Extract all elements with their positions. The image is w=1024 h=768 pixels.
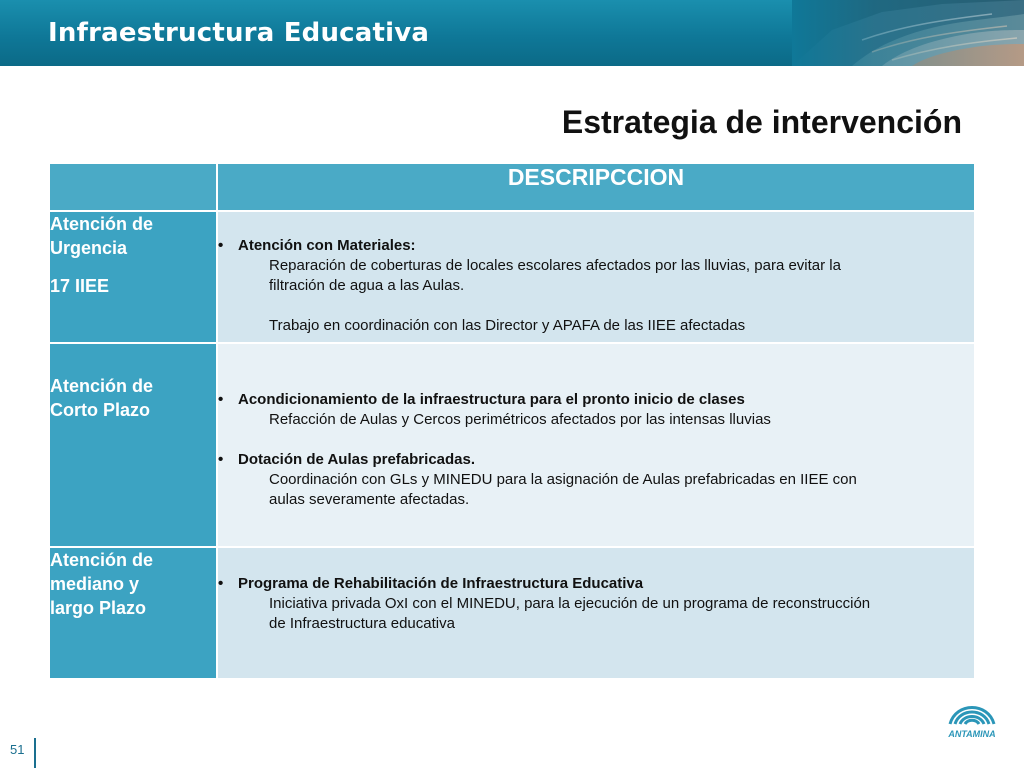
table-header-description: DESCRIPCCION <box>217 163 975 211</box>
bullet-item <box>218 450 974 470</box>
table-header-empty-cell <box>49 163 217 211</box>
row-description-cell <box>217 211 975 343</box>
bullet-item <box>218 236 974 256</box>
row-label-cell <box>49 211 217 343</box>
bullet-icon: • <box>218 237 224 254</box>
bullet-detail: Coordinación con GLs y MINEDU para la asignación de Aulas prefabricadas en IIEE con <box>269 471 857 488</box>
mine-photo-icon <box>792 0 1024 66</box>
row-label-line: Atención de <box>50 214 154 234</box>
bullet-item <box>218 574 974 594</box>
table-row-urgencia <box>49 211 975 343</box>
row-description-cell <box>217 343 975 547</box>
bullet-icon: • <box>218 391 224 408</box>
row-label-line: Atención de <box>50 550 154 570</box>
bullet-title: Dotación de Aulas prefabricadas. <box>238 451 476 468</box>
row-label-cell <box>49 547 217 679</box>
row-label-line: 17 IIEE <box>50 276 110 296</box>
bullet-detail: Reparación de coberturas de locales escolares afectados por las lluvias, para evitar la <box>269 257 841 274</box>
bullet-detail: Refacción de Aulas y Cercos perimétricos afectados por las intensas lluvias <box>269 411 771 428</box>
bullet-detail: filtración de agua a las Aulas. <box>269 277 465 294</box>
header-title: Infraestructura Educativa <box>48 18 430 48</box>
table-header-row <box>49 163 975 211</box>
bullet-detail: Iniciativa privada OxI con el MINEDU, para la ejecución de un programa de reconstrucción <box>269 595 871 612</box>
row-label-line: mediano y <box>50 574 140 594</box>
table-row-corto-plazo <box>49 343 975 547</box>
page-number: 51 <box>10 742 25 757</box>
strategy-table <box>48 162 976 680</box>
bullet-icon: • <box>218 575 224 592</box>
bullet-icon: • <box>218 451 224 468</box>
bullet-title: Atención con Materiales: <box>238 237 416 254</box>
page-divider <box>34 738 36 768</box>
logo-text: ANTAMINA <box>948 729 996 739</box>
bullet-title: Acondicionamiento de la infraestructura para el pronto inicio de clases <box>238 391 745 408</box>
row-description-cell <box>217 547 975 679</box>
row-label-line: Urgencia <box>50 238 128 258</box>
bullet-detail: Trabajo en coordinación con las Director y APAFA de las IIEE afectadas <box>269 317 746 334</box>
header-band <box>0 0 1024 66</box>
bullet-detail: aulas severamente afectadas. <box>269 491 470 508</box>
antamina-logo-icon <box>946 690 998 742</box>
slide-title: Estrategia de intervención <box>561 104 962 140</box>
row-label-line: Atención de <box>50 376 154 396</box>
row-label-cell <box>49 343 217 547</box>
table-row-mediano-largo-plazo <box>49 547 975 679</box>
row-label-line: Corto Plazo <box>50 400 151 420</box>
bullet-title: Programa de Rehabilitación de Infraestructura Educativa <box>238 575 644 592</box>
row-label-line: largo Plazo <box>50 598 147 618</box>
bullet-detail: de Infraestructura educativa <box>269 615 455 632</box>
bullet-item <box>218 390 974 410</box>
